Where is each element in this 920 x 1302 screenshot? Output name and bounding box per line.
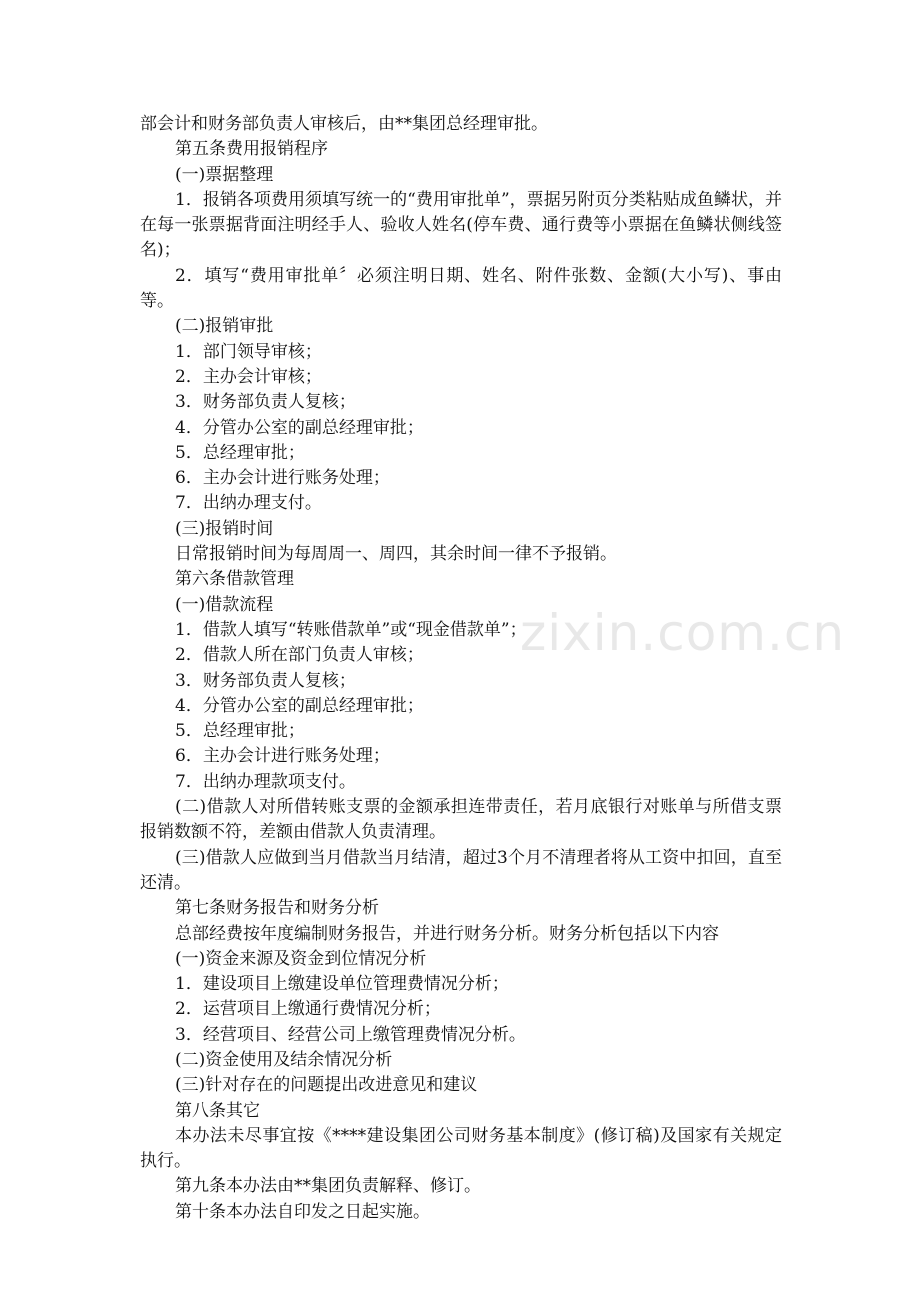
paragraph: 2．填写“费用审批单〞必须注明日期、姓名、附件张数、金额(大小写)、事由等。	[140, 265, 782, 312]
paragraph: 3．经营项目、经营公司上缴管理费情况分析。	[175, 1024, 526, 1045]
paragraph: (三)针对存在的问题提出改进意见和建议	[175, 1075, 478, 1096]
paragraph: 5．总经理审批；	[175, 442, 305, 463]
paragraph: 第九条本办法由**集团负责解释、修订。	[175, 1176, 481, 1197]
paragraph: 本办法未尽事宜按《****建设集团公司财务基本制度》(修订稿)及国家有关规定执行。	[140, 1125, 782, 1172]
paragraph: (一)票据整理	[175, 164, 274, 185]
paragraph: 第十条本办法自印发之日起实施。	[175, 1201, 430, 1222]
paragraph: 总部经费按年度编制财务报告，并进行财务分析。财务分析包括以下内容	[175, 923, 719, 944]
paragraph: 5．总经理审批；	[175, 721, 305, 742]
paragraph: 2．借款人所在部门负责人审核；	[175, 645, 424, 666]
watermark: zixin.com.cn	[520, 604, 846, 662]
paragraph: 6．主办会计进行账务处理；	[175, 746, 390, 767]
paragraph: (三)报销时间	[175, 518, 274, 539]
paragraph: 第八条其它	[175, 1100, 260, 1121]
paragraph: 第六条借款管理	[175, 569, 294, 590]
paragraph: 7．出纳办理款项支付。	[175, 771, 356, 792]
paragraph: (三)借款人应做到当月借款当月结清，超过3个月不清理者将从工资中扣回，直至还清。	[140, 847, 782, 893]
paragraph: (二)报销审批	[175, 316, 274, 337]
paragraph: 6．主办会计进行账务处理；	[175, 468, 390, 489]
paragraph: 2．主办会计审核；	[175, 366, 322, 387]
paragraph: 第七条财务报告和财务分析	[175, 898, 379, 919]
paragraph: 2．运营项目上缴通行费情况分析；	[175, 999, 441, 1020]
paragraph: 7．出纳办理支付。	[175, 493, 322, 514]
paragraph: (二)借款人对所借转账支票的金额承担连带责任，若月底银行对账单与所借支票报销数额不符，差额由借款人负责清理。	[140, 797, 782, 843]
paragraph: 1．部门领导审核；	[175, 341, 322, 362]
paragraph: (一)资金来源及资金到位情况分析	[175, 948, 427, 969]
paragraph: 4．分管办公室的副总经理审批；	[175, 695, 424, 716]
paragraph: 部会计和财务部负责人审核后，由**集团总经理审批。	[140, 114, 548, 134]
paragraph: 1．借款人填写“转账借款单”或“现金借款单”；	[175, 619, 527, 640]
paragraph: 3．财务部负责人复核；	[175, 670, 356, 691]
paragraph: 1．建设项目上缴建设单位管理费情况分析；	[175, 974, 509, 995]
paragraph: 4．分管办公室的副总经理审批；	[175, 417, 424, 438]
paragraph: (一)借款流程	[175, 594, 274, 615]
paragraph: 日常报销时间为每周周一、周四，其余时间一律不予报销。	[175, 544, 617, 565]
paragraph: (二)资金使用及结余情况分析	[175, 1049, 393, 1070]
paragraph: 1．报销各项费用须填写统一的“费用审批单”，票据另附页分类粘贴成鱼鳞状，并在每一张票据背面注明经手人、验收人姓名(停车费、通行费等小票据在鱼鳞状侧线签名)；	[140, 189, 782, 261]
paragraph: 3．财务部负责人复核；	[175, 392, 356, 413]
paragraph: 第五条费用报销程序	[175, 139, 328, 160]
document-body	[140, 112, 782, 1225]
